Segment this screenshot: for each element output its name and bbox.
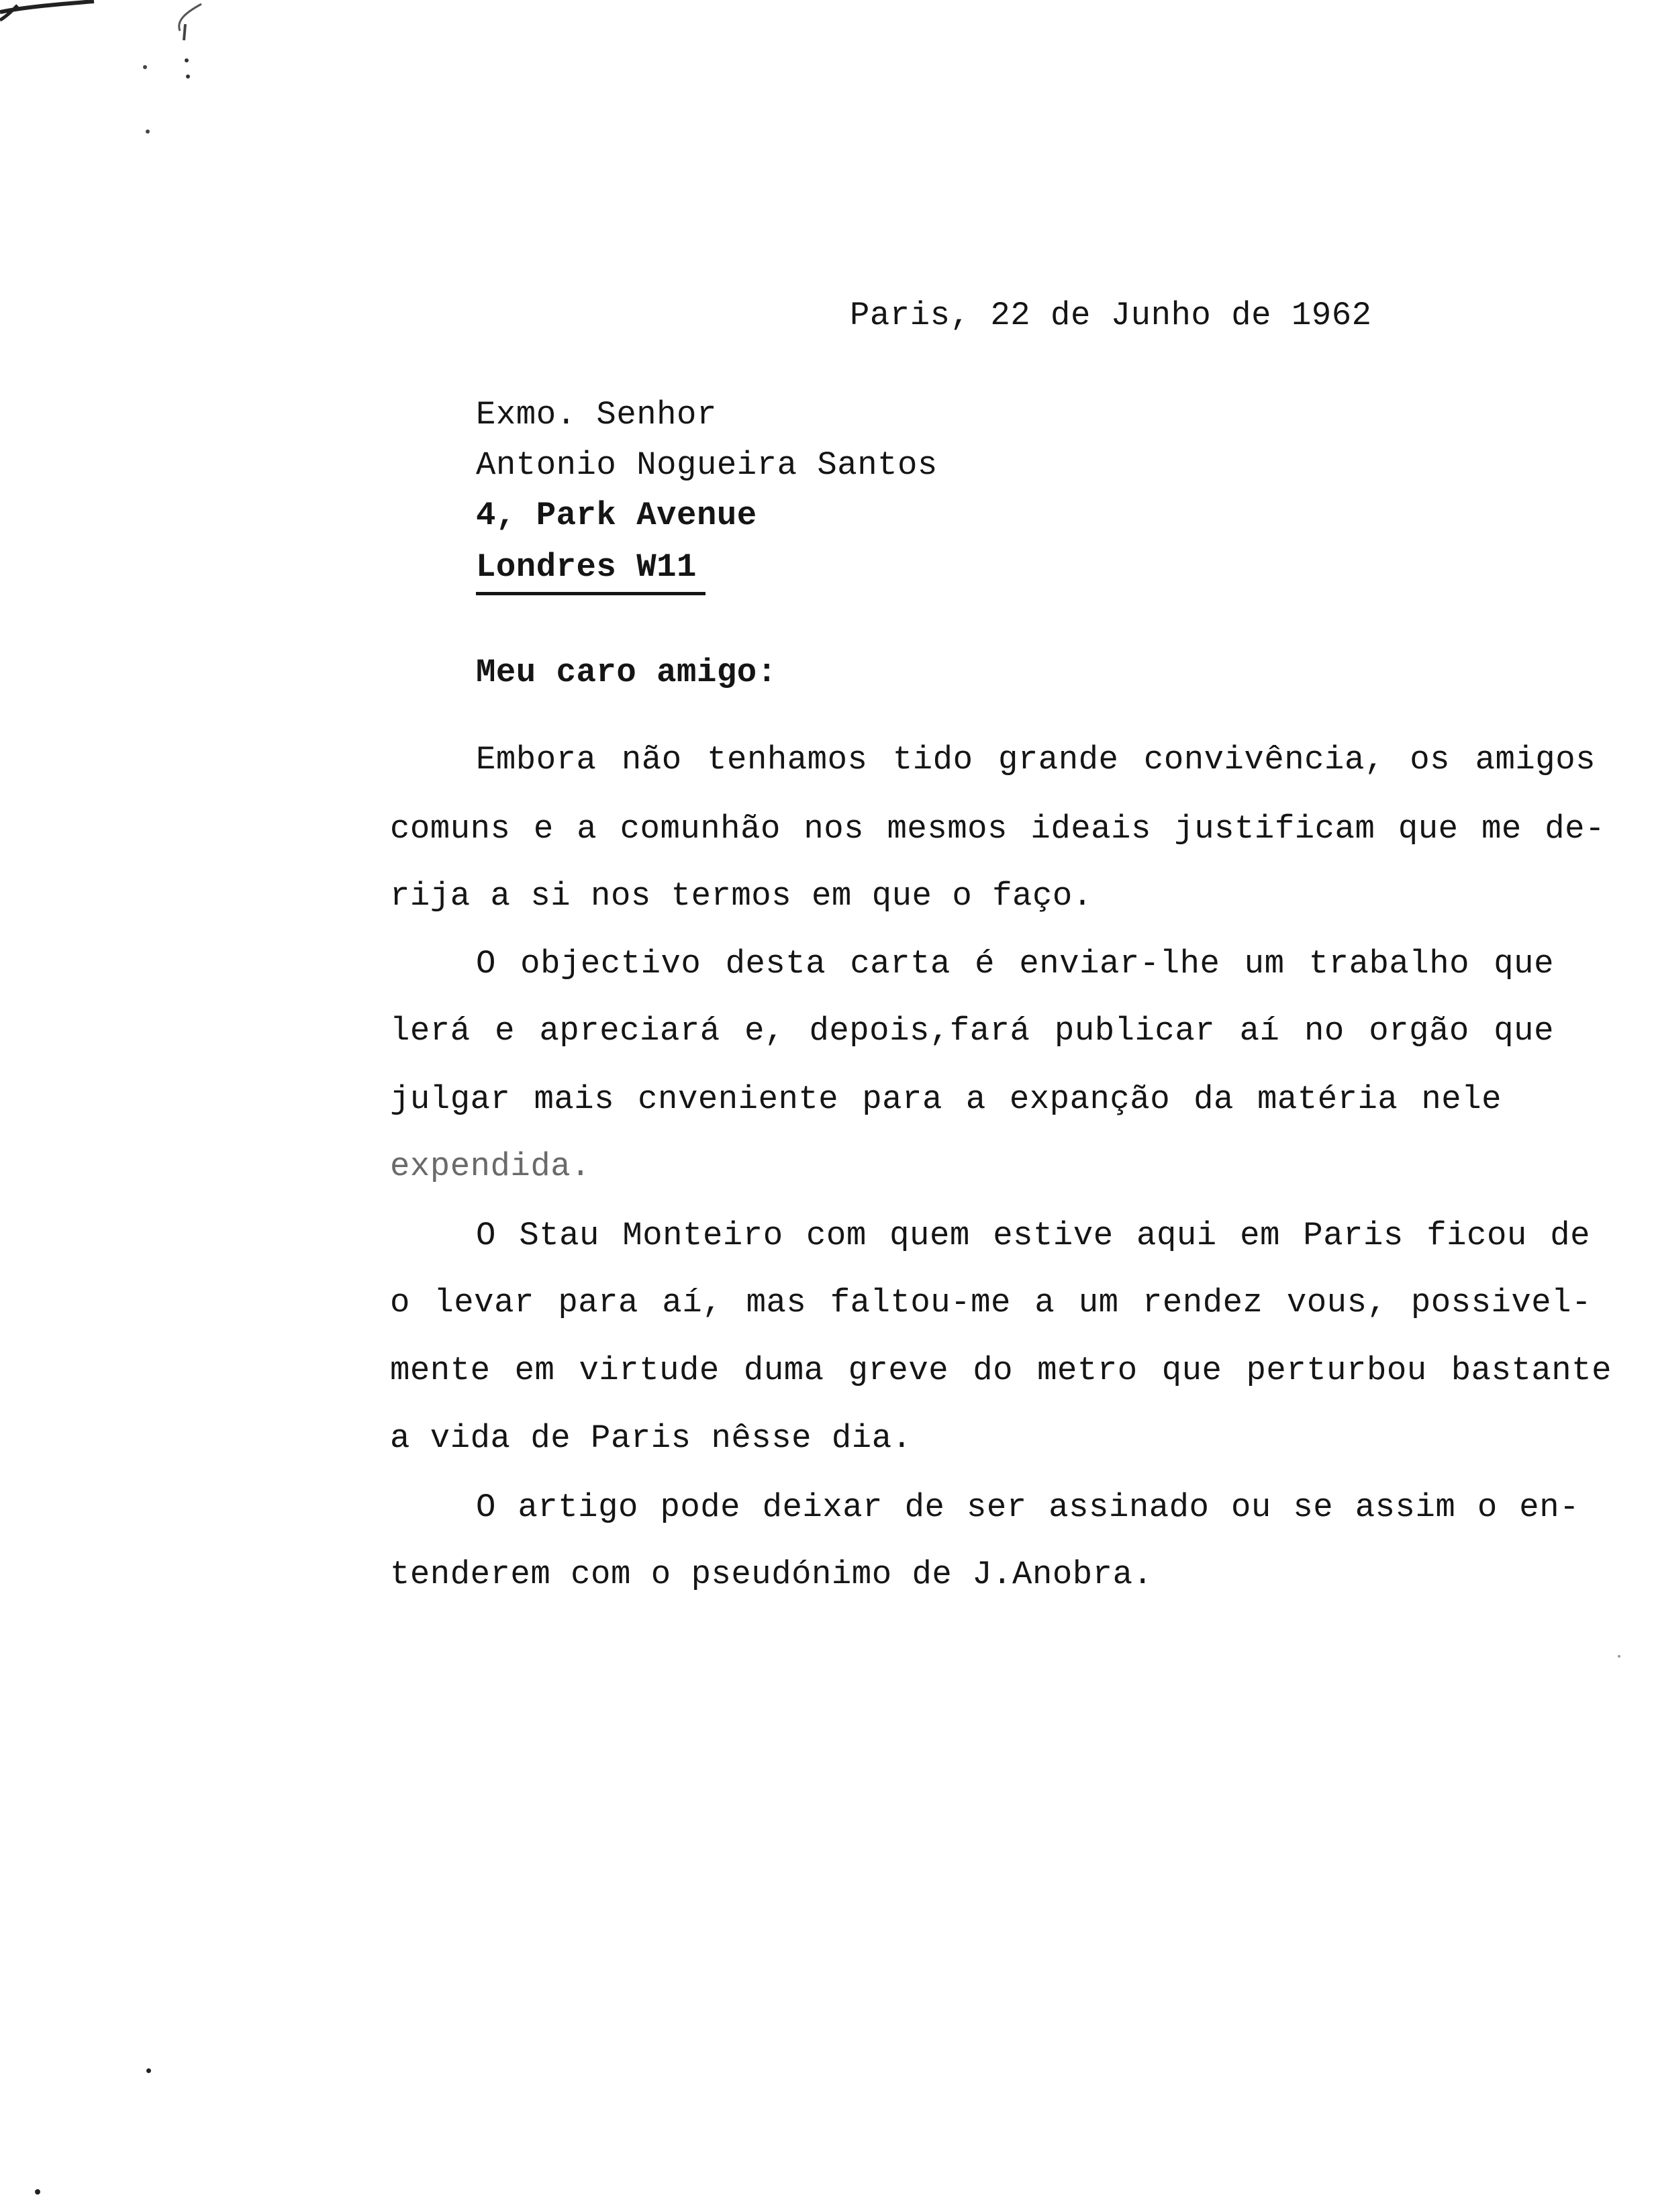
body-line: rija a si nos termos em que o faço. [390, 877, 1093, 915]
body-line: O Stau Monteiro com quem estive aqui em Paris ficou de [476, 1217, 1590, 1254]
recipient-city: Londres W11 [476, 548, 697, 586]
recipient-title: Exmo. Senhor [476, 396, 717, 434]
letter-greeting: Meu caro amigo: [476, 654, 777, 691]
body-line: a vida de Paris nêsse dia. [390, 1419, 912, 1457]
pen-scribble-mark [0, 0, 269, 148]
body-line: comuns e a comunhão nos mesmos ideais justificam que me de- [390, 810, 1605, 848]
body-line: mente em virtude duma greve do metro que perturbou bastante [390, 1352, 1612, 1389]
body-line: lerá e apreciará e, depois,fará publicar aí no orgão que [390, 1012, 1554, 1050]
recipient-name: Antonio Nogueira Santos [476, 446, 938, 484]
city-underline [476, 592, 706, 595]
body-line: o levar para aí, mas faltou-me a um rendez vous, possivel- [390, 1284, 1592, 1321]
body-line: O artigo pode deixar de ser assinado ou se assim o en- [476, 1489, 1579, 1526]
letter-date: Paris, 22 de Junho de 1962 [850, 297, 1372, 334]
dust-speck [35, 2189, 40, 2195]
recipient-street: 4, Park Avenue [476, 497, 757, 534]
body-line: tenderem com o pseudónimo de J.Anobra. [390, 1556, 1153, 1593]
body-line: Embora não tenhamos tido grande convivência, os amigos [476, 741, 1596, 778]
body-line: O objectivo desta carta é enviar-lhe um trabalho que [476, 945, 1554, 983]
dust-speck [1618, 1655, 1620, 1658]
body-line: expendida. [390, 1148, 591, 1185]
dust-speck [146, 2068, 151, 2073]
body-line: julgar mais cnveniente para a expanção da matéria nele [390, 1080, 1502, 1118]
